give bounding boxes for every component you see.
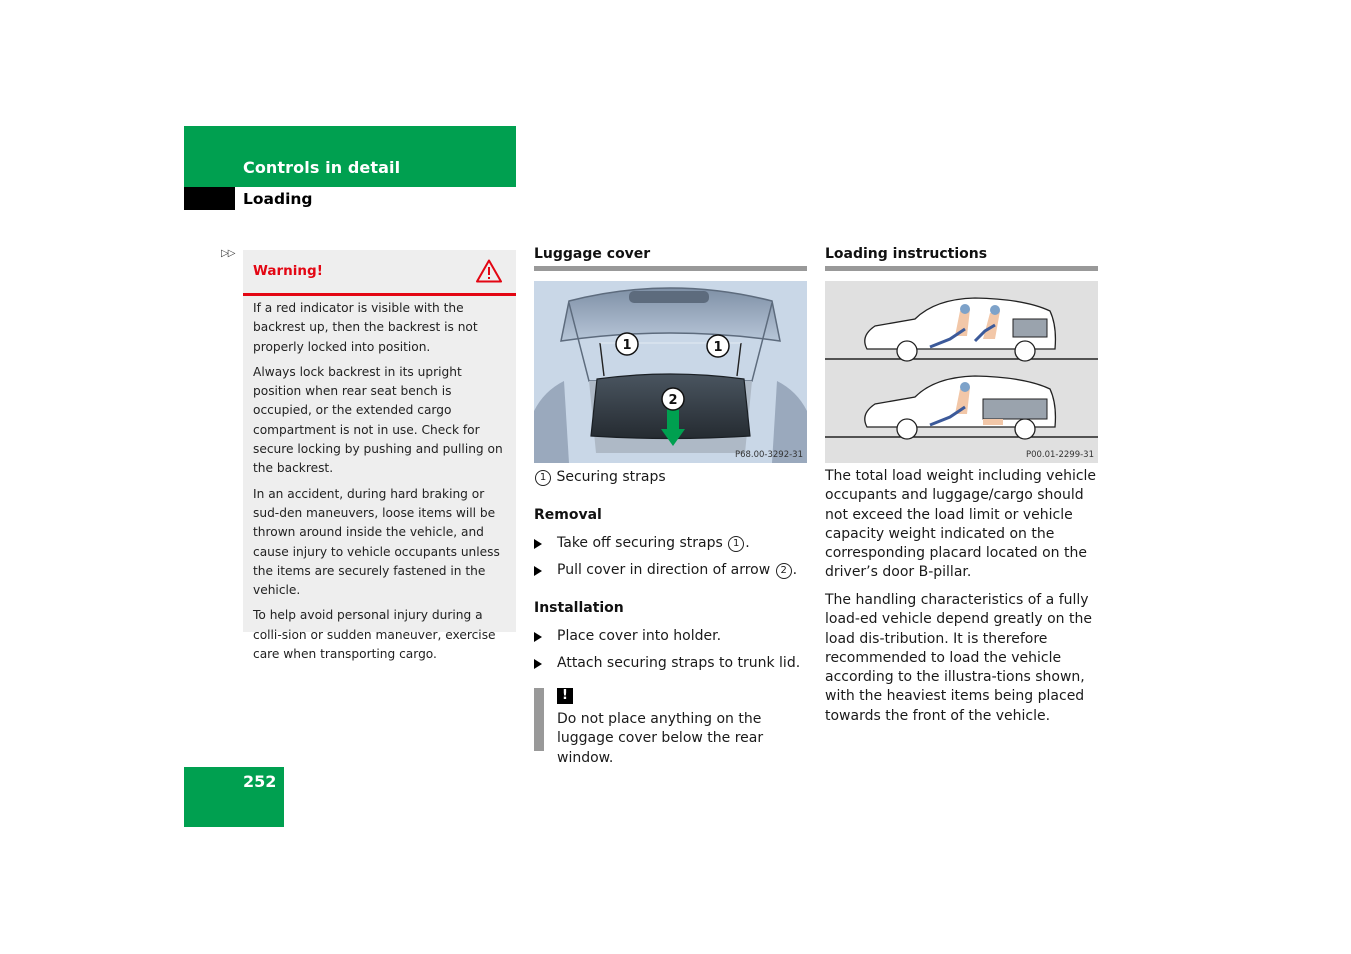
removal-step: Take off securing straps 1 . <box>534 535 807 552</box>
luggage-cover-figure <box>534 281 807 463</box>
subsection-title: Loading <box>243 190 313 208</box>
installation-step: Place cover into holder. <box>534 628 807 644</box>
warning-paragraph: Always lock backrest in its upright position when rear seat bench is occupied, or the extended cargo compartment is not in use. Check for secure locking by pushing and pulling on the backrest. <box>253 364 503 476</box>
header-band <box>184 126 516 187</box>
callout-1-left <box>616 333 638 355</box>
warning-paragraph: In an accident, during hard braking or sud-den maneuvers, loose items will be thrown around inside the vehicle, and cause injury to vehicle occupants unless the items are securely fastened in the vehicle. <box>253 486 500 598</box>
warning-title: Warning! <box>253 263 323 279</box>
callout-2 <box>662 388 684 410</box>
bullet-arrow-icon <box>534 566 542 576</box>
svg-text:1: 1 <box>622 338 632 353</box>
callout-1-right <box>707 335 729 357</box>
warning-box <box>243 250 516 662</box>
removal-heading: Removal <box>534 507 602 523</box>
figure-id: P00.01-2299-31 <box>1025 450 1094 460</box>
svg-text:1: 1 <box>713 340 723 355</box>
header-marker <box>184 187 235 210</box>
page-number: 252 <box>243 772 277 791</box>
warning-paragraph: If a red indicator is visible with the backrest up, then the backrest is not properly locked into position. <box>253 301 478 354</box>
trunk-illustration <box>534 281 807 463</box>
warning-triangle-icon <box>476 259 502 283</box>
removal-step: Pull cover in direction of arrow 2 . <box>534 562 807 579</box>
car-loading-illustration <box>825 281 1098 463</box>
heading-rule <box>825 266 1098 271</box>
notice-bar <box>534 688 544 751</box>
loading-paragraph: The total load weight including vehicle occupants and luggage/cargo should not exceed the load limit or vehicle capacity weight indicated on the corresponding placard located on the driver’s door B-pillar. <box>825 468 1097 581</box>
warning-body <box>253 299 508 670</box>
loading-figure <box>825 281 1098 463</box>
figure-legend <box>534 469 666 486</box>
loading-paragraph: The handling characteristics of a fully load-ed vehicle depend greatly on the load dis-tribution. It is therefore recommended to load the vehicle according to the illustra-tions shown, with the heaviest items being placed towards the front of the vehicle. <box>825 592 1092 724</box>
loading-instructions-heading: Loading instructions <box>825 246 988 262</box>
bullet-arrow-icon <box>534 539 542 549</box>
figure-id: P68.00-3292-31 <box>734 450 803 460</box>
warning-header <box>243 250 516 296</box>
notice-icon: ! <box>557 688 573 704</box>
section-title: Controls in detail <box>243 158 401 177</box>
luggage-cover-heading: Luggage cover <box>534 246 651 262</box>
heading-rule <box>534 266 807 271</box>
bullet-arrow-icon <box>534 632 542 642</box>
bullet-arrow-icon <box>534 659 542 669</box>
legend-text: Securing straps <box>556 469 666 485</box>
installation-step: Attach securing straps to trunk lid. <box>534 655 807 671</box>
legend-number: 1 <box>535 470 551 486</box>
svg-text:2: 2 <box>668 393 678 408</box>
continue-marker: ▷▷ <box>221 248 235 259</box>
warning-paragraph: To help avoid personal injury during a colli-sion or sudden maneuver, exercise care when transporting cargo. <box>253 608 496 662</box>
notice-text: Do not place anything on the luggage cover below the rear window. <box>557 711 764 766</box>
installation-heading: Installation <box>534 600 624 616</box>
